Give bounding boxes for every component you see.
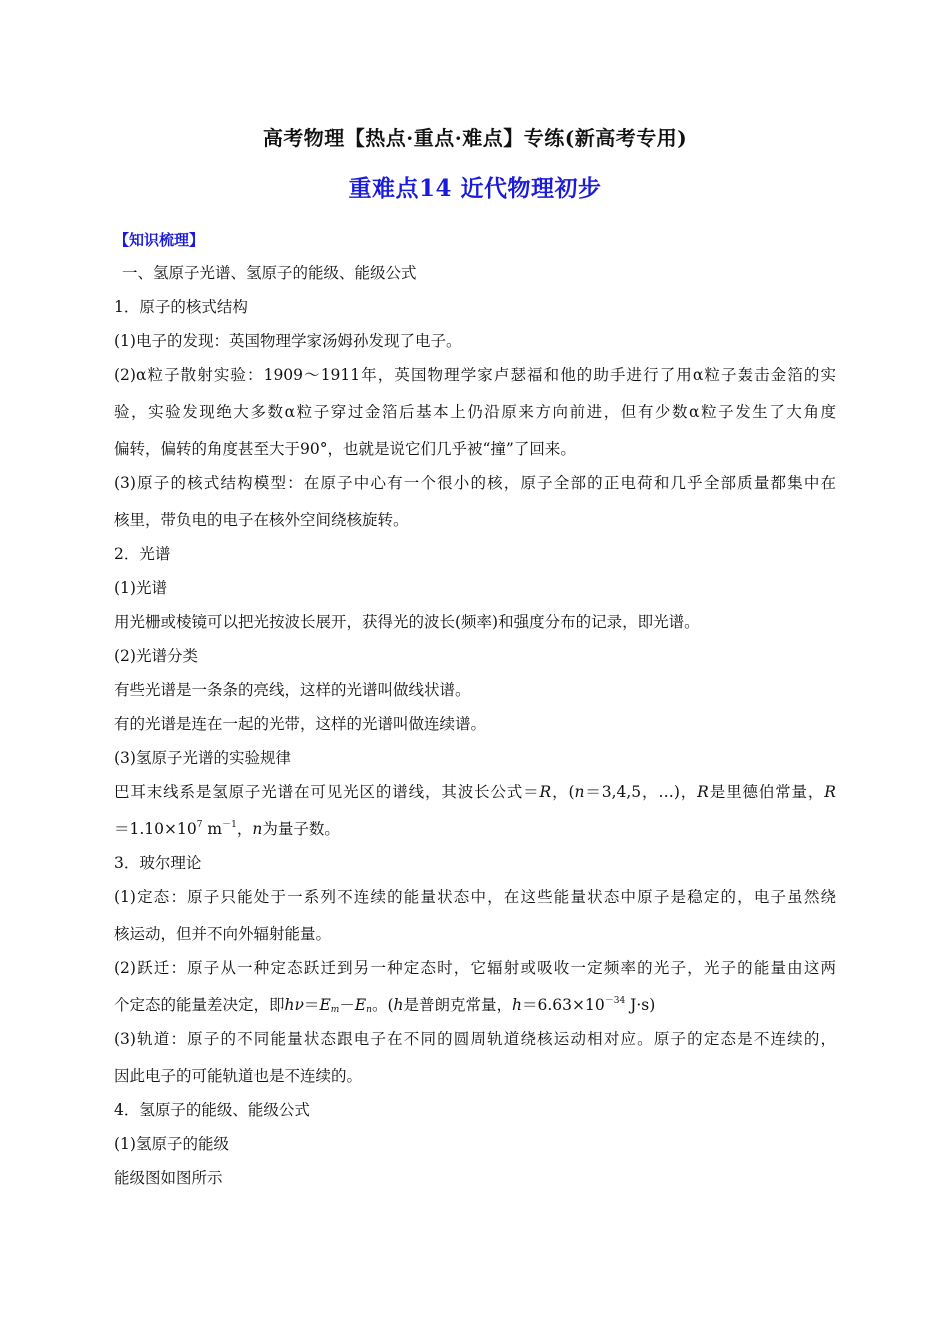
paragraph-stationary-line2: 核运动，但并不向外辐射能量。 [114, 925, 332, 943]
paragraph-alpha-line2: 验，实验发现绝大多数α粒子穿过金箔后基本上仍沿原来方向前进，但有少数α粒子发生了大角度 [114, 403, 836, 421]
subheading-hydrogen-spectrum: (3)氢原子光谱的实验规律 [114, 749, 291, 767]
paragraph-electron-discovery: (1)电子的发现：英国物理学家汤姆孙发现了电子。 [114, 332, 462, 350]
subheading-hydrogen-energy-levels: (1)氢原子的能级 [114, 1135, 229, 1153]
paragraph-balmer-line2: $=1.10\times 10^7$ $m^{-1}$，n为量子数。 [114, 820, 340, 838]
paragraph-line-spectrum: 有些光谱是一条条的亮线，这样的光谱叫做线状谱。 [114, 681, 471, 699]
paragraph-orbit-line2: 因此电子的可能轨道也是不连续的。 [114, 1067, 363, 1085]
heading-level1: 一、氢原子光谱、氢原子的能级、能级公式 [122, 264, 417, 282]
heading-nuclear-structure: 1．原子的核式结构 [114, 298, 248, 316]
document-header-title: 高考物理【热点·重点·难点】专练(新高考专用) [262, 126, 688, 150]
paragraph-balmer-line1: 巴耳末线系是氢原子光谱在可见光区的谱线，其波长公式＝R，(n＝3,4,5，…)，R是里德伯常量，R [114, 783, 836, 801]
heading-bohr-theory: 3．玻尔理论 [114, 854, 202, 872]
heading-energy-levels: 4．氢原子的能级、能级公式 [114, 1101, 310, 1119]
paragraph-transition-line1: (2)跃迁：原子从一种定态跃迁到另一种定态时，它辐射或吸收一定频率的光子，光子的能量由这两 [114, 959, 836, 977]
paragraph-alpha-line1: (2)α粒子散射实验：1909～1911年，英国物理学家卢瑟福和他的助手进行了用α粒子轰击金箔的实 [114, 366, 836, 384]
heading-spectrum: 2．光谱 [114, 545, 171, 563]
paragraph-transition-line2: 个定态的能量差决定，即$h\nu=E_m-E_n$。(h是普朗克常量，$h=6.63\times 10^{-34}$ J·s) [114, 996, 656, 1015]
paragraph-spectrum-definition: 用光栅或棱镜可以把光按波长展开，获得光的波长(频率)和强度分布的记录，即光谱。 [114, 613, 700, 631]
paragraph-model-line1: (3)原子的核式结构模型：在原子中心有一个很小的核，原子全部的正电荷和几乎全部质量都集中在 [114, 474, 836, 492]
subheading-spectrum-types: (2)光谱分类 [114, 647, 198, 665]
document-main-title: 重难点14 近代物理初步 [348, 175, 602, 202]
section-label-knowledge: 【知识梳理】 [114, 231, 205, 249]
subheading-spectrum: (1)光谱 [114, 579, 167, 597]
paragraph-alpha-line3: 偏转，偏转的角度甚至大于90°，也就是说它们几乎被“撞”了回来。 [114, 440, 576, 458]
paragraph-model-line2: 核里，带负电的电子在核外空间绕核旋转。 [114, 511, 409, 529]
paragraph-continuous-spectrum: 有的光谱是连在一起的光带，这样的光谱叫做连续谱。 [114, 715, 487, 733]
paragraph-stationary-line1: (1)定态：原子只能处于一系列不连续的能量状态中，在这些能量状态中原子是稳定的，电子虽然绕 [114, 888, 836, 906]
paragraph-energy-level-diagram: 能级图如图所示 [114, 1169, 223, 1187]
paragraph-orbit-line1: (3)轨道：原子的不同能量状态跟电子在不同的圆周轨道绕核运动相对应。原子的定态是不连续的， [114, 1030, 836, 1048]
